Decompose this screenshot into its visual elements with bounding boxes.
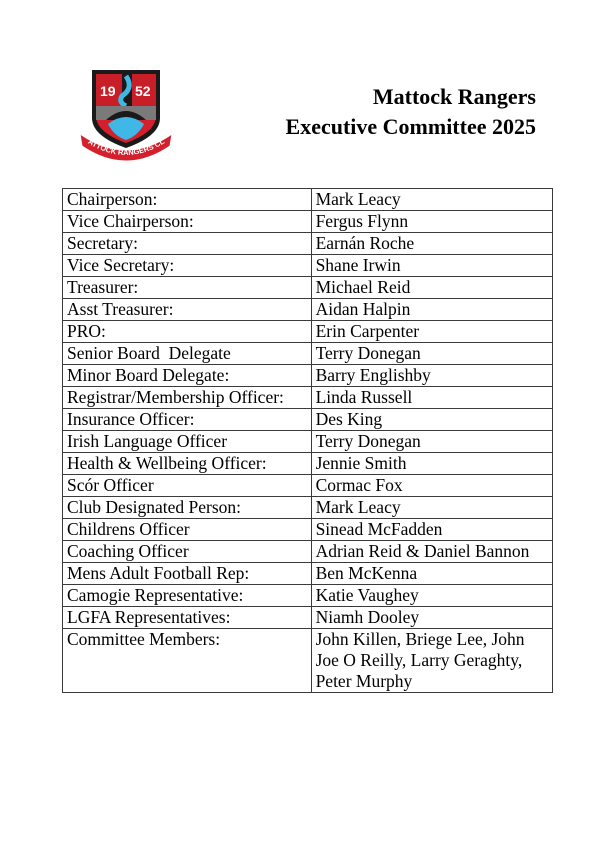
- role-cell: Senior Board Delegate: [63, 343, 312, 365]
- name-cell: Michael Reid: [311, 277, 552, 299]
- table-row: [63, 607, 553, 629]
- role-cell: Camogie Representative:: [63, 585, 312, 607]
- table-row: [63, 343, 553, 365]
- role-cell: Vice Chairperson:: [63, 211, 312, 233]
- crest-banner-text: ATTOCK RANGERS CL: [86, 136, 166, 158]
- crest-year-left: 19: [100, 83, 116, 99]
- name-cell: Fergus Flynn: [311, 211, 552, 233]
- name-cell: Earnán Roche: [311, 233, 552, 255]
- role-cell: LGFA Representatives:: [63, 607, 312, 629]
- name-cell: Ben McKenna: [311, 563, 552, 585]
- role-cell: Registrar/Membership Officer:: [63, 387, 312, 409]
- role-cell: Chairperson:: [63, 189, 312, 211]
- role-cell: Minor Board Delegate:: [63, 365, 312, 387]
- table-row: [63, 519, 553, 541]
- table-row: [63, 475, 553, 497]
- name-cell: Des King: [311, 409, 552, 431]
- table-row: [63, 299, 553, 321]
- table-row: [63, 497, 553, 519]
- role-cell: Secretary:: [63, 233, 312, 255]
- table-row: [63, 189, 553, 211]
- club-name: Mattock Rangers: [372, 84, 536, 109]
- role-cell: Asst Treasurer:: [63, 299, 312, 321]
- table-row: [63, 255, 553, 277]
- role-cell: PRO:: [63, 321, 312, 343]
- role-cell: Scór Officer: [63, 475, 312, 497]
- name-cell: Katie Vaughey: [311, 585, 552, 607]
- table-row: [63, 431, 553, 453]
- role-cell: Vice Secretary:: [63, 255, 312, 277]
- name-cell: Adrian Reid & Daniel Bannon: [311, 541, 552, 563]
- table-row: [63, 387, 553, 409]
- club-crest-icon: [78, 66, 174, 166]
- role-cell: Club Designated Person:: [63, 497, 312, 519]
- role-cell: Mens Adult Football Rep:: [63, 563, 312, 585]
- name-cell: Niamh Dooley: [311, 607, 552, 629]
- role-cell: Committee Members:: [63, 629, 312, 693]
- table-row: [63, 541, 553, 563]
- name-cell: Erin Carpenter: [311, 321, 552, 343]
- name-cell: Linda Russell: [311, 387, 552, 409]
- table-row: [63, 365, 553, 387]
- name-cell: Shane Irwin: [311, 255, 552, 277]
- name-cell: Mark Leacy: [311, 189, 552, 211]
- table-row: [63, 211, 553, 233]
- name-cell: Jennie Smith: [311, 453, 552, 475]
- name-cell: Terry Donegan: [311, 431, 552, 453]
- committee-title: Executive Committee 2025: [285, 114, 536, 139]
- role-cell: Insurance Officer:: [63, 409, 312, 431]
- table-row: [63, 629, 553, 693]
- document-title: [286, 82, 536, 142]
- role-cell: Treasurer:: [63, 277, 312, 299]
- name-cell: Cormac Fox: [311, 475, 552, 497]
- table-row: [63, 277, 553, 299]
- role-cell: Health & Wellbeing Officer:: [63, 453, 312, 475]
- table-row: [63, 321, 553, 343]
- committee-table: [62, 188, 553, 693]
- name-cell: Barry Englishby: [311, 365, 552, 387]
- table-row: [63, 563, 553, 585]
- role-cell: Childrens Officer: [63, 519, 312, 541]
- name-cell: Terry Donegan: [311, 343, 552, 365]
- name-cell: Sinead McFadden: [311, 519, 552, 541]
- name-cell: Aidan Halpin: [311, 299, 552, 321]
- name-cell: Mark Leacy: [311, 497, 552, 519]
- table-row: [63, 585, 553, 607]
- table-row: [63, 409, 553, 431]
- role-cell: Coaching Officer: [63, 541, 312, 563]
- table-row: [63, 453, 553, 475]
- crest-year-right: 52: [135, 83, 151, 99]
- name-cell: John Killen, Briege Lee, John Joe O Reilly, Larry Geraghty, Peter Murphy: [311, 629, 552, 693]
- table-row: [63, 233, 553, 255]
- role-cell: Irish Language Officer: [63, 431, 312, 453]
